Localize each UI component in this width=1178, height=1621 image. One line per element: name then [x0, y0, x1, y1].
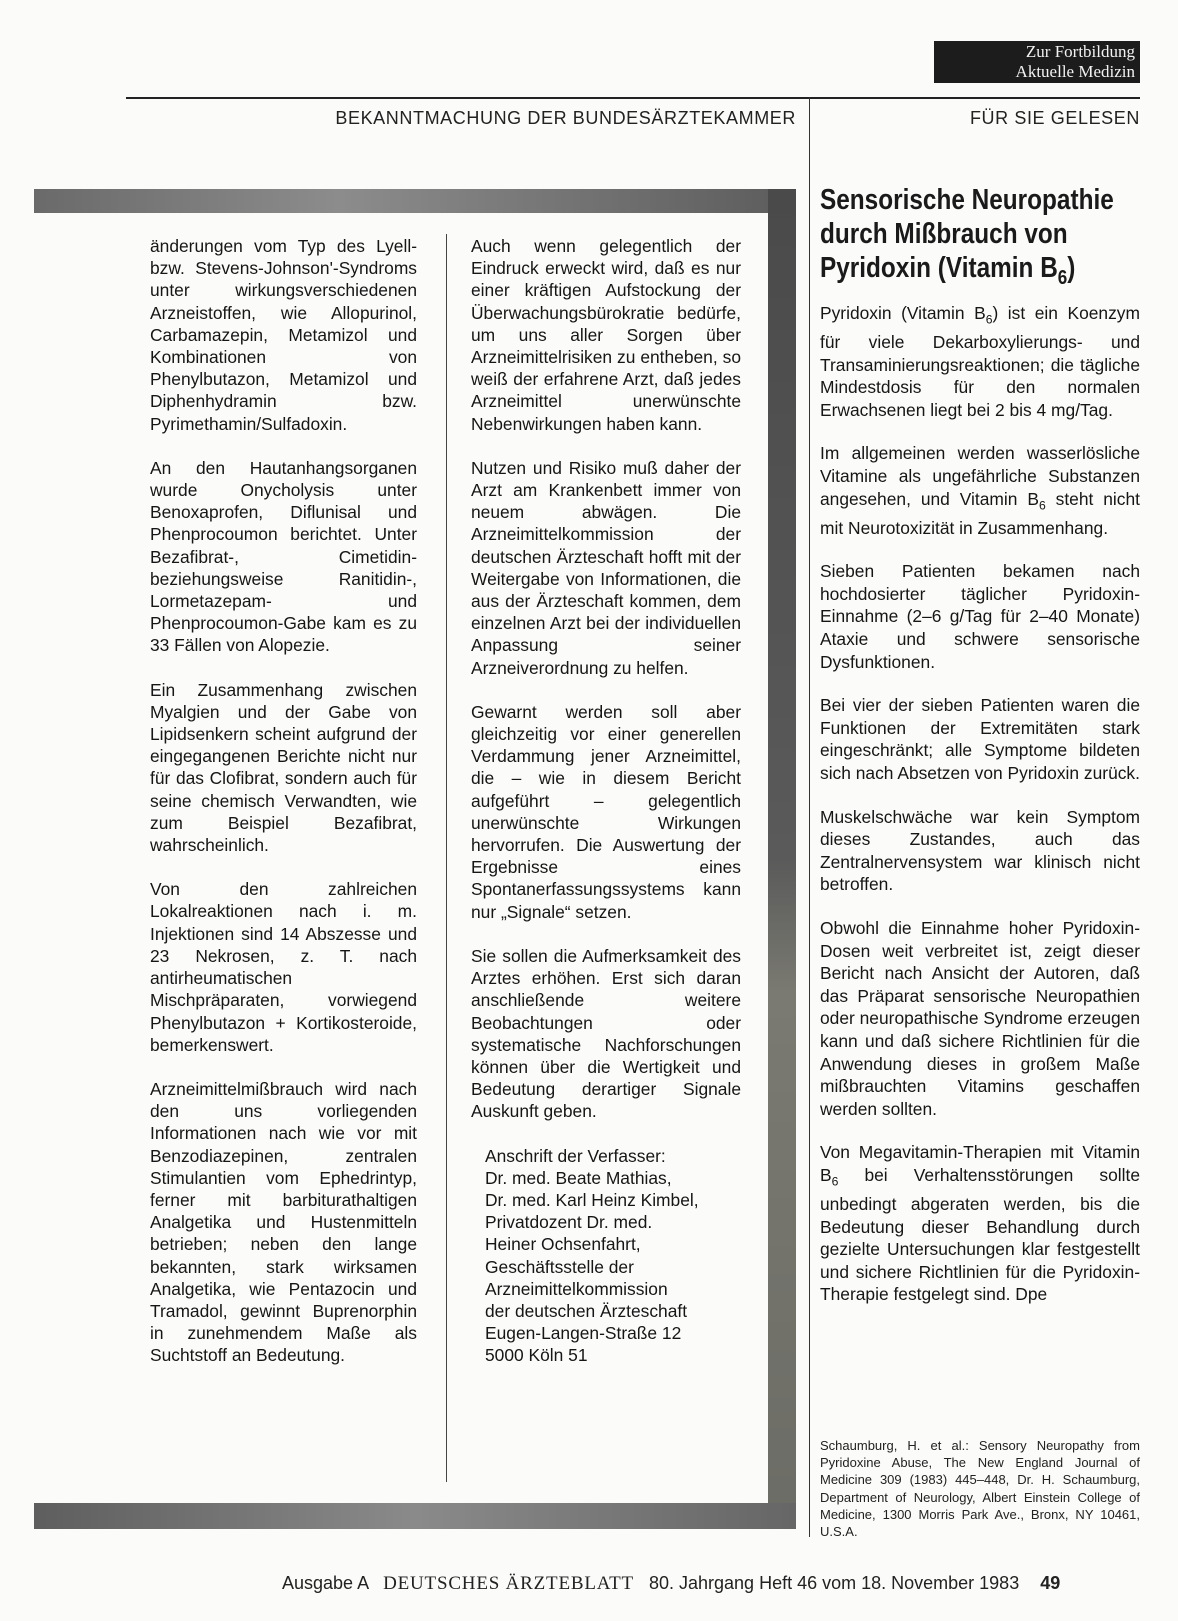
- footer-masthead: DEUTSCHES ÄRZTEBLATT: [383, 1573, 634, 1594]
- header-rule: [126, 97, 1140, 99]
- title-text: ): [1067, 252, 1076, 284]
- text: steht nicht mit Neurotoxizität in Zusammenhang.: [820, 488, 1140, 538]
- page-number: 49: [1040, 1573, 1061, 1593]
- address-line: Privatdozent Dr. med.: [485, 1212, 653, 1233]
- paragraph: Sie sollen die Aufmerksamkeit des Arztes erhöhen. Erst sich daran anschließende weitere Beobachtungen oder systematische Nachforschungen können über die Wertigkeit und Bedeutung derartiger Signale Auskunft geben.: [471, 945, 741, 1122]
- paragraph: änderungen vom Typ des Lyell- bzw. Stevens-Johnson'-Syndroms unter wirkungsverschiedenen Arzneistoffen, wie Allopurinol, Carbamazepin, Metamizol und Kombinationen von Phenylbutazon, Metamizol und Diphenhydramin bzw. Pyrimethamin/Sulfadoxin.: [150, 236, 417, 434]
- paragraph: Obwohl die Einnahme hoher Pyridoxin-Dosen weit verbreitet ist, zeigt dieser Bericht nach Ansicht der Autoren, daß das Präparat sensorische Neuropathien oder neuropathische Syndrome erzeugen kann und daß sichere Richtlinien für die Anwendung dieses in großem Maße mißbrauchten Vitamins geschaffen werden sollten.: [820, 918, 1141, 1119]
- title-line: durch Mißbrauch von: [820, 218, 1068, 250]
- address-line: Geschäftsstelle der: [485, 1256, 634, 1277]
- title-text: Pyridoxin (Vitamin B: [820, 252, 1058, 284]
- right-article-body: [820, 302, 1140, 1327]
- paragraph: Von den zahlreichen Lokalreaktionen nach i. m. Injektionen sind 14 Abszesse und 23 Nekrosen, z. T. nach antirheumatischen Mischpräparaten, vorwiegend Phenylbutazon + Kortikosteroide, bemerkenswert.: [150, 879, 417, 1055]
- address-line: Heiner Ochsenfahrt,: [485, 1234, 641, 1255]
- text: Von Megavitamin-Therapien mit Vitamin B: [820, 1142, 1140, 1185]
- left-article-column-2: [471, 235, 741, 1367]
- footer-edition: Ausgabe A: [282, 1573, 369, 1593]
- frame-top-bar: [34, 189, 796, 213]
- frame-right-bar: [768, 189, 796, 1529]
- address-line: 5000 Köln 51: [485, 1345, 588, 1366]
- column-divider-right: [809, 97, 810, 1537]
- subscript: 6: [831, 1174, 839, 1189]
- section-tag: [934, 41, 1140, 83]
- text: Im allgemeinen werden wasserlösliche Vitamine als ungefährliche Substanzen angesehen, und Vitamin B: [820, 443, 1140, 509]
- address-line: Dr. med. Karl Heinz Kimbel,: [485, 1189, 699, 1210]
- paragraph: [820, 302, 1140, 421]
- subscript: 6: [1038, 498, 1046, 513]
- frame-bottom-bar: [34, 1503, 796, 1529]
- author-address: [471, 1145, 741, 1367]
- header-left: BEKANNTMACHUNG DER BUNDESÄRZTEKAMMER: [335, 108, 796, 128]
- title-line: Sensorische Neuropathie: [820, 184, 1114, 216]
- header-right: FÜR SIE GELESEN: [969, 108, 1140, 128]
- title-subscript: 6: [1057, 266, 1068, 289]
- paragraph: Sieben Patienten bekamen nach hochdosierter täglicher Pyridoxin-Einnahme (2–6 g/Tag für 2–40 Monate) Ataxie und schwere sensorische Dysfunktionen.: [820, 561, 1140, 672]
- address-line: Dr. med. Beate Mathias,: [485, 1167, 672, 1188]
- paragraph: Nutzen und Risiko muß daher der Arzt am Krankenbett immer von neuem abwägen. Die Arzneimittelkommission der deutschen Ärzteschaft hofft mit der Weitergabe von Informationen, die aus der Ärzteschaft kommen, dem einzelnen Arzt bei der individuellen Anpassung seiner Arzneiverordnung zu helfen.: [471, 457, 741, 678]
- section-tag-line1: Zur Fortbildung: [1025, 42, 1135, 61]
- address-line: der deutschen Ärzteschaft: [485, 1300, 688, 1321]
- paragraph: Bei vier der sieben Patienten waren die Funktionen der Extremitäten stark eingeschränkt; alle Symptome bildeten sich nach Absetzen von Pyridoxin zurück.: [820, 695, 1140, 784]
- paragraph: Arzneimittelmißbrauch wird nach den uns vorliegenden Informationen nach wie vor mit Benzodiazepinen, zentralen Stimulantien vom Ephedrintyp, ferner mit barbiturathaltigen Analgetika und Hustenmitteln betrieben; neben den lange bekannten, stark wirksamen Analgetika, wie Pentazocin und Tramadol, gewinnt Buprenorphin in zunehmendem Maße als Suchtstoff an Bedeutung.: [150, 1078, 417, 1366]
- reference: Schaumburg, H. et al.: Sensory Neuropathy from Pyridoxine Abuse, The New England Journal of Medicine 309 (1983) 445–448, Dr. H. Schaumburg, Department of Neurology, Albert Einstein College of Medicine, 1300 Morris Park Ave., Bronx, NY 10461, U.S.A.: [820, 1438, 1140, 1540]
- title-line: [820, 251, 1139, 295]
- address-line: Eugen-Langen-Straße 12: [485, 1323, 682, 1344]
- paragraph: An den Hautanhangsorganen wurde Onycholysis unter Benoxaprofen, Diflunisal und Phenprocoumon berichtet. Unter Bezafibrat-, Cimetidin- beziehungsweise Ranitidin-, Lormetazepam- und Phenprocoumon-Gabe kam es zu 33 Fällen von Alopezie.: [150, 457, 417, 656]
- footer-issue: 80. Jahrgang Heft 46 vom 18. November 1983: [648, 1573, 1020, 1593]
- address-line: Anschrift der Verfasser:: [485, 1145, 666, 1166]
- left-article-column-1: [150, 235, 417, 1389]
- column-divider-left: [446, 234, 447, 1482]
- subscript: 6: [985, 312, 993, 327]
- text: Pyridoxin (Vitamin B: [820, 303, 986, 323]
- paragraph: Gewarnt werden soll aber gleichzeitig vor einer generellen Verdammung jener Arzneimittel, die – wie in diesem Bericht aufgeführt – gelegentlich unerwünschte Wirkungen hervorrufen. Die Auswertung der Ergebnisse eines Spontanerfassungssystems kann nur „Signale“ setzen.: [471, 701, 741, 922]
- address-line: Arzneimittelkommission: [485, 1278, 668, 1299]
- page-footer: [282, 1573, 1140, 1595]
- paragraph: [820, 1141, 1140, 1306]
- text: bei Verhaltensstörungen sollte unbedingt abgeraten werden, bis die Bedeutung dieser Behandlung durch gezielte Untersuchungen klar festgestellt und sichere Richtlinien für die Pyridoxin-Therapie festgelegt sind. Dpe: [820, 1164, 1140, 1305]
- paragraph: Ein Zusammenhang zwischen Myalgien und der Gabe von Lipidsenkern scheint aufgrund der eingegangenen Berichte nicht nur für das Clofibrat, sondern auch für seine chemisch Verwandten, wie zum Beispiel Bezafibrat, wahrscheinlich.: [150, 679, 417, 856]
- article-title: [820, 183, 1139, 295]
- text: ) ist ein Koenzym für viele Dekarboxylierungs- und Transaminierungsreaktionen; die tägliche Mindestdosis für den normalen Erwachsenen liegt bei 2 bis 4 mg/Tag.: [820, 303, 1140, 420]
- paragraph: [820, 442, 1140, 539]
- section-tag-line2: Aktuelle Medizin: [1015, 62, 1135, 81]
- paragraph: Muskelschwäche war kein Symptom dieses Zustandes, auch das Zentralnervensystem war klinisch nicht betroffen.: [820, 806, 1140, 895]
- paragraph: Auch wenn gelegentlich der Eindruck erweckt wird, daß es nur einer kräftigen Aufstockung der Überwachungsbürokratie bedürfe, um uns aller Sorgen über Arzneimittelrisiken zu entheben, so weiß der erfahrene Arzt, daß jedes Arzneimittel unerwünschte Nebenwirkungen haben kann.: [471, 236, 741, 434]
